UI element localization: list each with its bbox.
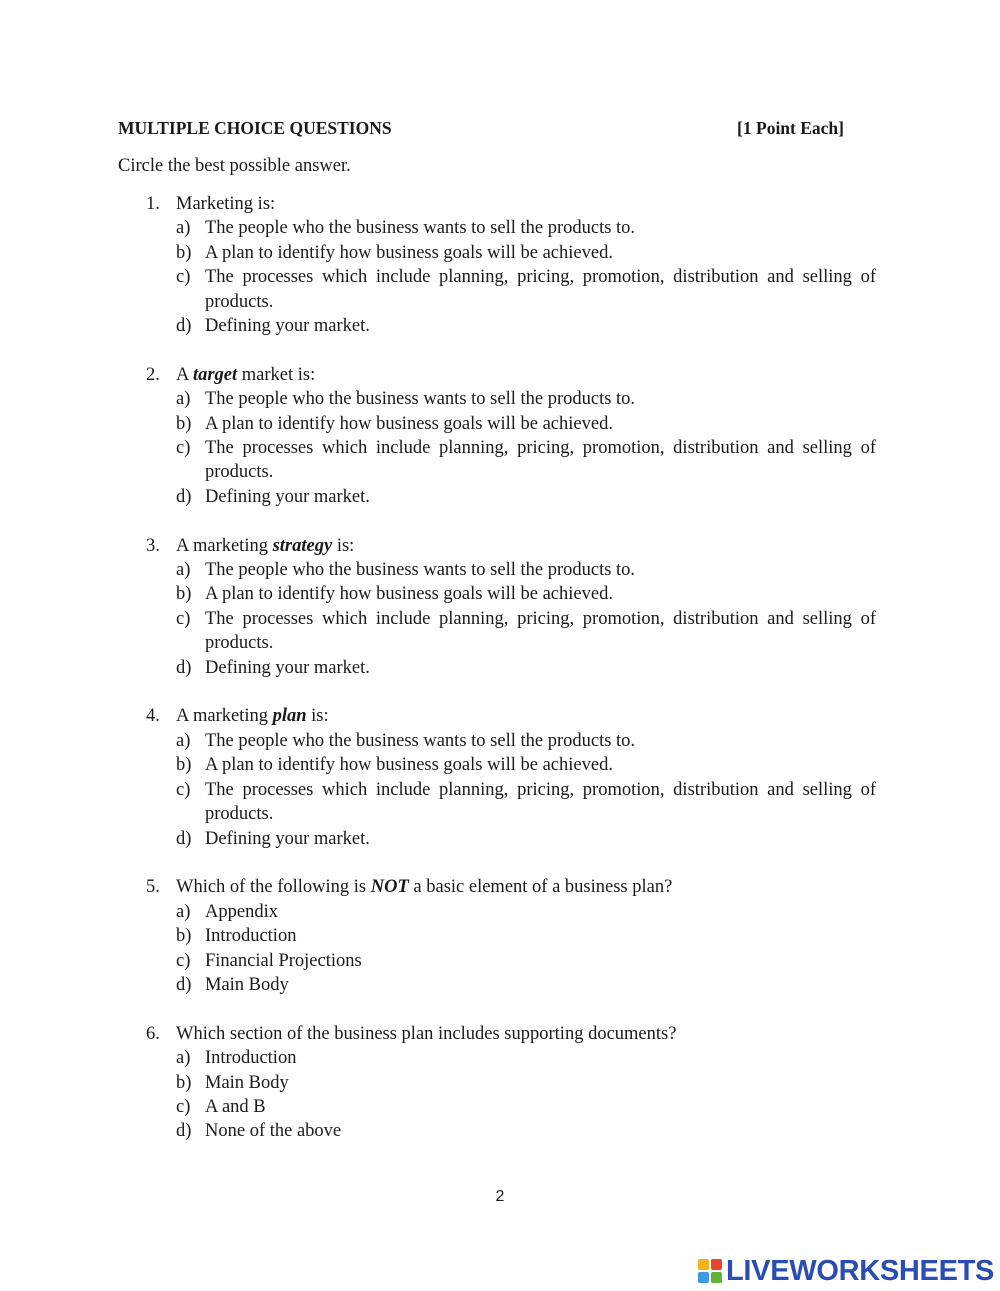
question-keyword: plan — [272, 706, 307, 727]
answer-option[interactable] — [176, 412, 876, 436]
option-letter: a) — [176, 1048, 191, 1069]
question-keyword: NOT — [370, 877, 409, 898]
question-number: 3. — [146, 535, 160, 556]
answer-option[interactable] — [176, 1095, 876, 1119]
question-stem — [146, 875, 876, 899]
option-text: The people who the business wants to sell the products to. — [205, 389, 636, 410]
answer-option[interactable] — [176, 924, 876, 948]
option-letter: b) — [176, 1072, 192, 1093]
question-list — [146, 192, 876, 1168]
question-stem — [146, 192, 876, 216]
question-item — [146, 1022, 876, 1144]
question-text — [176, 875, 672, 899]
option-text: The processes which include planning, pricing, promotion, distribution and selling of products. — [205, 438, 876, 483]
question-item — [146, 875, 876, 997]
answer-option[interactable] — [176, 216, 876, 240]
option-letter: d) — [176, 486, 192, 507]
option-text: Appendix — [205, 901, 278, 922]
option-letter: c) — [176, 1096, 191, 1117]
option-text: The people who the business wants to sell the products to. — [205, 218, 636, 239]
page-number: 2 — [495, 1188, 505, 1205]
answer-option[interactable] — [176, 900, 876, 924]
question-number: 5. — [146, 877, 160, 898]
option-letter: c) — [176, 438, 191, 459]
option-text: Defining your market. — [205, 316, 370, 337]
option-letter: c) — [176, 950, 191, 971]
question-item — [146, 363, 876, 509]
liveworksheets-logo-icon — [698, 1259, 722, 1283]
question-keyword: strategy — [272, 535, 333, 556]
option-letter: d) — [176, 657, 192, 678]
question-text-start: Which of the following is — [176, 877, 371, 898]
question-text-start: Marketing is: — [176, 194, 276, 214]
answer-option[interactable] — [176, 314, 876, 338]
option-letter: b) — [176, 926, 192, 947]
option-text: Introduction — [205, 1048, 297, 1069]
option-text: A plan to identify how business goals will be achieved. — [205, 584, 613, 605]
answer-option[interactable] — [176, 387, 876, 411]
question-text — [176, 1022, 676, 1046]
liveworksheets-brand[interactable] — [698, 1255, 994, 1287]
option-text: Main Body — [205, 974, 289, 995]
answer-option[interactable] — [176, 973, 876, 997]
section-heading — [118, 118, 844, 139]
option-text: A plan to identify how business goals will be achieved. — [205, 242, 613, 263]
option-text: Defining your market. — [205, 486, 370, 507]
option-text: A and B — [205, 1096, 266, 1117]
option-text: Defining your market. — [205, 828, 370, 849]
option-letter: d) — [176, 974, 192, 995]
option-letter: c) — [176, 608, 191, 629]
answer-option[interactable] — [176, 485, 876, 509]
section-title: MULTIPLE CHOICE QUESTIONS — [118, 118, 392, 138]
answer-option[interactable] — [176, 1071, 876, 1095]
question-number: 2. — [146, 364, 160, 385]
question-stem — [146, 534, 876, 558]
answer-option[interactable] — [176, 607, 876, 656]
option-letter: a) — [176, 730, 191, 751]
answer-options — [146, 900, 876, 998]
answer-option[interactable] — [176, 778, 876, 827]
option-text: The processes which include planning, pricing, promotion, distribution and selling of products. — [205, 779, 876, 825]
question-number: 6. — [146, 1023, 160, 1044]
answer-option[interactable] — [176, 582, 876, 606]
answer-option[interactable] — [176, 241, 876, 265]
question-item — [146, 534, 876, 680]
option-letter: b) — [176, 242, 192, 263]
option-letter: a) — [176, 901, 191, 922]
option-text: Main Body — [205, 1072, 289, 1093]
answer-option[interactable] — [176, 729, 876, 753]
option-letter: b) — [176, 755, 192, 776]
question-text — [176, 363, 315, 387]
option-text: The people who the business wants to sell the products to. — [205, 730, 636, 751]
option-letter: b) — [176, 584, 192, 605]
option-letter: b) — [176, 413, 192, 434]
option-text: None of the above — [205, 1121, 342, 1142]
option-text: A plan to identify how business goals will be achieved. — [205, 755, 613, 776]
question-text — [176, 192, 275, 216]
answer-options — [146, 1046, 876, 1144]
question-text-end: is: — [332, 535, 355, 556]
question-stem — [146, 1022, 876, 1046]
answer-options — [146, 216, 876, 338]
option-letter: a) — [176, 218, 191, 239]
instruction-text: Circle the best possible answer. — [118, 156, 351, 176]
option-letter: d) — [176, 828, 192, 849]
option-letter: c) — [176, 267, 191, 288]
question-keyword: target — [192, 364, 238, 385]
question-number: 1. — [146, 194, 160, 214]
option-text: The processes which include planning, pricing, promotion, distribution and selling of products. — [205, 267, 876, 312]
question-text-end: market is: — [237, 364, 316, 385]
answer-option[interactable] — [176, 827, 876, 851]
question-text — [176, 534, 354, 558]
answer-option[interactable] — [176, 436, 876, 485]
question-text-end: is: — [306, 706, 329, 727]
brand-name: LIVEWORKSHEETS — [726, 1254, 995, 1287]
answer-option[interactable] — [176, 1119, 876, 1143]
option-text: Financial Projections — [205, 950, 362, 971]
question-stem — [146, 363, 876, 387]
question-text-start: A marketing — [176, 535, 273, 556]
question-text-start: A — [176, 364, 193, 385]
option-text: A plan to identify how business goals will be achieved. — [205, 413, 613, 434]
answer-option[interactable] — [176, 558, 876, 582]
points-label: [1 Point Each] — [737, 118, 844, 138]
option-letter: d) — [176, 316, 192, 337]
answer-option[interactable] — [176, 753, 876, 777]
question-item — [146, 192, 876, 338]
question-text-start: A marketing — [176, 706, 273, 727]
answer-options — [146, 387, 876, 509]
option-text: The processes which include planning, pricing, promotion, distribution and selling of products. — [205, 608, 876, 654]
option-letter: c) — [176, 779, 191, 800]
answer-options — [146, 729, 876, 851]
question-stem — [146, 704, 876, 728]
answer-options — [146, 558, 876, 680]
question-number: 4. — [146, 706, 160, 727]
question-text — [176, 704, 329, 728]
option-letter: d) — [176, 1121, 192, 1142]
answer-option[interactable] — [176, 949, 876, 973]
answer-option[interactable] — [176, 656, 876, 680]
question-item — [146, 704, 876, 850]
answer-option[interactable] — [176, 1046, 876, 1070]
option-letter: a) — [176, 560, 191, 581]
question-text-end: a basic element of a business plan? — [408, 877, 673, 898]
option-text: Introduction — [205, 926, 297, 947]
answer-option[interactable] — [176, 265, 876, 314]
option-text: The people who the business wants to sell the products to. — [205, 560, 636, 581]
question-text-start: Which section of the business plan includes supporting documents? — [176, 1023, 677, 1044]
option-text: Defining your market. — [205, 657, 370, 678]
option-letter: a) — [176, 389, 191, 410]
